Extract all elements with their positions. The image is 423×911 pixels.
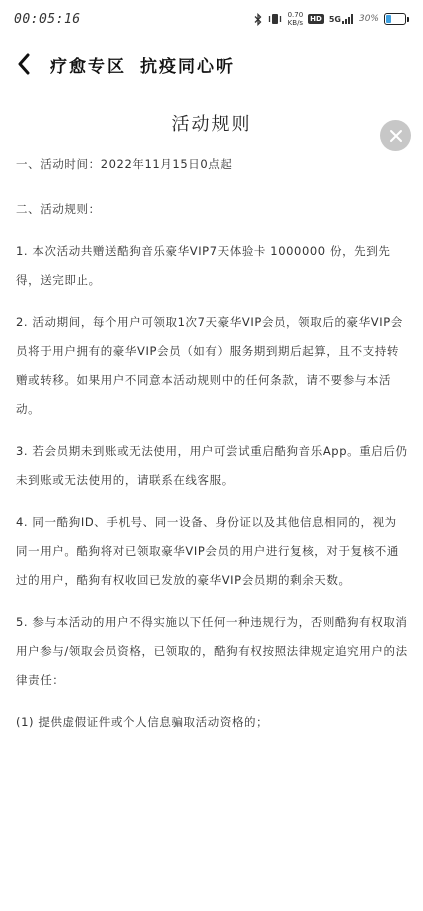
battery-fill [386,15,391,23]
page-title: 活动规则 [171,114,252,135]
back-button[interactable] [12,49,36,79]
network-speed [288,11,304,27]
rule-item-4: 4. 同一酷狗ID、手机号、同一设备、身份证以及其他信息相同的，视为同一用户。酷狗将对已领取豪华VIP会员的用户进行复核，对于复核不通过的用户，酷狗有权收回已发放的豪华VIP会员期的剩余天数。 [16,515,399,587]
speed-value: 0.70 [287,11,304,19]
rules-heading: 二、活动规则： [16,202,101,216]
close-button[interactable] [380,120,411,151]
bluetooth-icon [254,13,262,26]
status-bar [0,0,423,38]
hd-badge: HD [310,15,322,23]
nav-bar [0,46,423,82]
signal-group [329,14,354,24]
rules-content [16,150,408,737]
rule-item-5: 5. 参与本活动的用户不得实施以下任何一种违规行为，否则酷狗有权取消用户参与/领取会员资格，已领取的，酷狗有权按照法律规定追究用户的法律责任： [16,615,408,687]
vibrate-icon [267,13,283,25]
rule-item-5-1: (1) 提供虚假证件或个人信息骗取活动资格的； [16,715,269,729]
chevron-left-icon [17,53,31,75]
close-icon [389,129,403,143]
signal-icon [342,14,354,24]
status-icons [254,11,409,27]
rule-item-2: 2. 活动期间，每个用户可领取1次7天豪华VIP会员，领取后的豪华VIP会员将于用户拥有的豪华VIP会员（如有）服务期到期后起算，且不支持转赠或转移。如果用户不同意本活动规则中的任何条款，请不要参与本活动。 [16,315,403,416]
nav-title-left: 疗愈专区 [50,56,126,77]
speed-unit: KB/s [287,19,304,27]
activity-time: 一、活动时间：2022年11月15日0点起 [16,157,233,171]
rule-item-3: 3. 若会员期未到账或无法使用，用户可尝试重启酷狗音乐App。重启后仍未到账或无法使用的，请联系在线客服。 [16,444,408,487]
battery-icon [384,13,409,25]
rule-item-1: 1. 本次活动共赠送酷狗音乐豪华VIP7天体验卡 1000000 份，先到先得，送完即止。 [16,244,391,287]
network-type: 5G [328,15,341,24]
nav-title-right: 抗疫同心听 [140,56,235,77]
battery-percent: 30% [358,14,379,24]
nav-title [50,52,235,77]
status-time: 00:05:16 [14,11,81,27]
